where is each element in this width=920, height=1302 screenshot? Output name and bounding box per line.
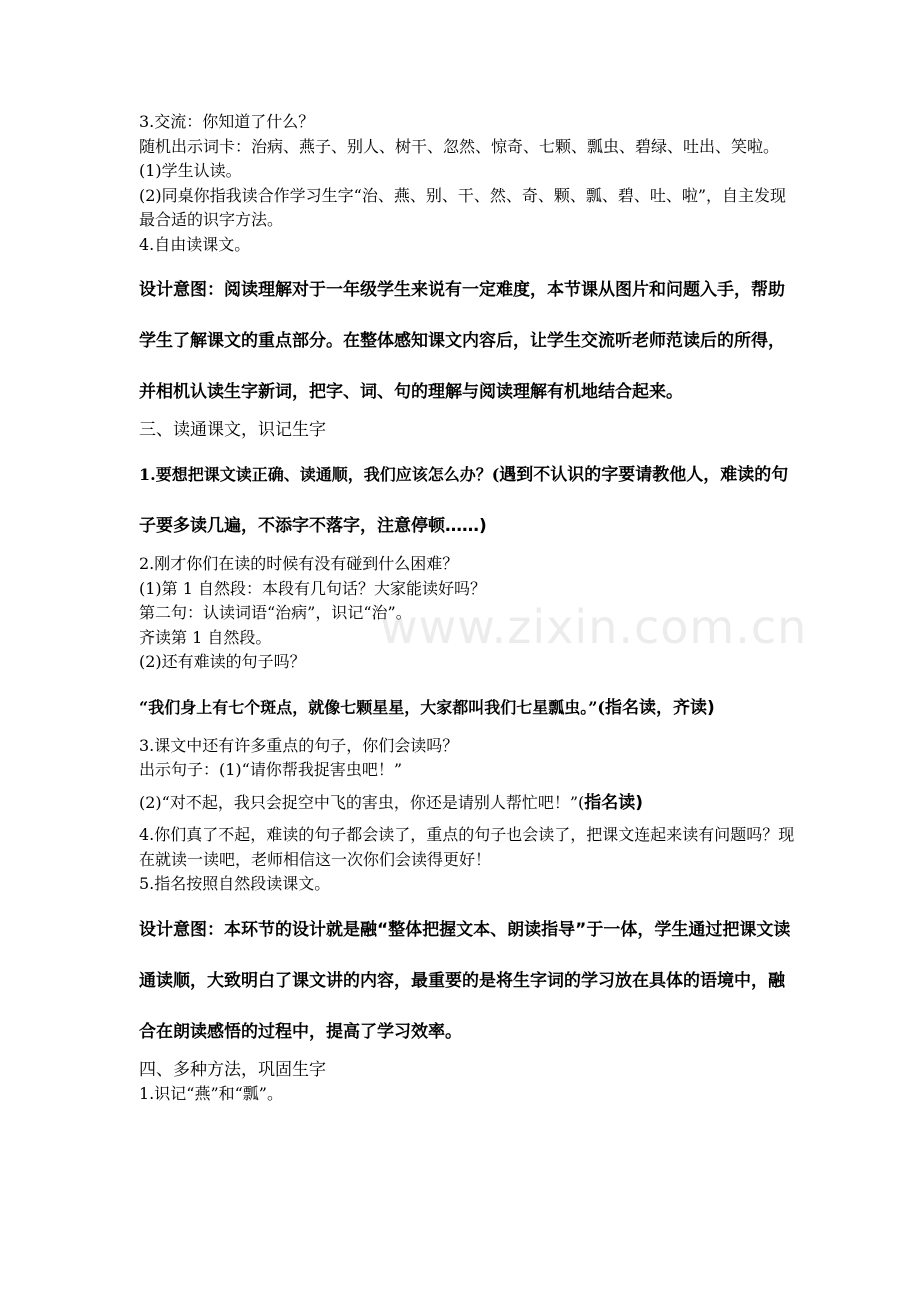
pair-study: (2)同桌你指我读合作学习生字“治、燕、别、干、然、奇、颗、瓢、碧、吐、啦”，自主发现最合适的识字方法。 [139,185,787,229]
free-read: 4.自由读课文。 [139,234,251,254]
design-intent-1: 设计意图：阅读理解对于一年级学生来说有一定难度，本节课从图片和问题入手，帮助学生了解课文的重点部分。在整体感知课文内容后，让学生交流听老师范读后的所得，并相机认读生字新词，把字、词、句的理解与阅读理解有机地结合起来。 [139,280,785,402]
quote-sentence-note: 指名读，齐读) [604,697,715,718]
quote-sentence [139,683,799,734]
question-5: 5.指名按照自然段读课文。 [139,874,331,893]
question-2c: 齐读第 1 自然段。 [139,627,272,647]
document-page [139,110,799,1106]
question-6: 1.识记“燕”和“瓢”。 [139,1083,283,1103]
question-2b: 第二句：认读词语“治病”，识记“治”。 [139,603,412,622]
question-3b [139,791,799,816]
section-heading-3: 三、读通课文，识记生字 [139,420,326,440]
watermark: www.zixin.com.cn [380,600,808,654]
exchange-question: 3.交流：你知道了什么？ [139,112,315,131]
question-1-answer: 遇到不认识的字要请教他人，难读的句子要多读几遍，不添字不落字，注意停顿……) [139,465,789,536]
question-1-text: 1.要想把课文读正确、读通顺，我们应该怎么办？( [139,465,500,484]
question-3b-note: 指名读) [584,792,644,813]
question-4: 4.你们真了不起，难读的句子都会读了，重点的句子也会读了，把课文连起来读有问题吗？现在就读一读吧，老师相信这一次你们会读得更好！ [139,825,795,869]
design-intent-2: 设计意图：本环节的设计就是融“整体把握文本、朗读指导”于一体，学生通过把课文读通读顺，大致明白了课文讲的内容，最重要的是将生字词的学习放在具体的语境中，融合在朗读感悟的过程中，提高了学习效率。 [139,919,791,1042]
question-1 [139,450,799,552]
quote-sentence-text: “我们身上有七个斑点，就像七颗星星，大家都叫我们七星瓢虫。”( [139,697,605,717]
question-3b-text: (2)“对不起，我只会捉空中飞的害虫，你还是请别人帮忙吧！”( [139,792,585,812]
question-2d: (2)还有难读的句子吗？ [139,652,306,671]
question-3: 3.课文中还有许多重点的句子，你们会读吗？ [139,735,459,755]
question-2: 2.刚才你们在读的时候有没有碰到什么困难？ [139,554,459,573]
question-2a: (1)第 1 自然段：本段有几句话？大家能读好吗？ [139,578,487,598]
word-cards: 随机出示词卡：治病、燕子、别人、树干、忽然、惊奇、七颗、瓢虫、碧绿、吐出、笑啦。 [139,136,780,156]
question-3a: 出示句子：(1)“请你帮我捉害虫吧！” [139,760,403,779]
student-read: (1)学生认读。 [139,161,242,180]
section-heading-4: 四、多种方法，巩固生字 [139,1059,326,1080]
